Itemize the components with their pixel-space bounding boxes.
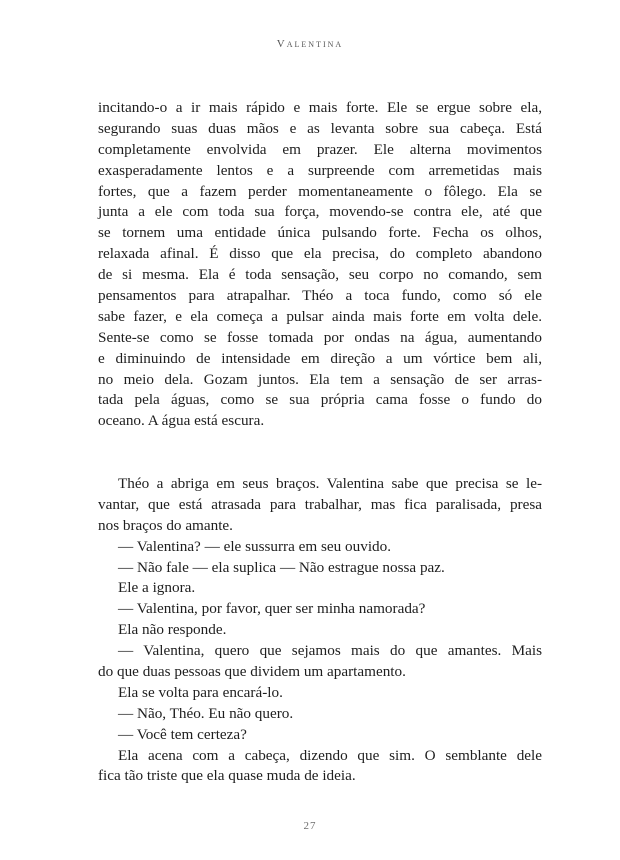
text-line: pensamentos para atrapalhar. Théo a toca fundo, como só ele — [98, 287, 542, 305]
text-line: Ela não responde. — [118, 621, 227, 639]
dialogue-line: — Não fale — ela suplica — Não estrague nossa paz. — [118, 558, 445, 576]
running-head: Valentina — [276, 38, 344, 50]
text-line: Ele a ignora. — [118, 579, 196, 597]
dialogue-line: — Valentina, quero que sejamos mais do que amantes. Mais — [118, 642, 542, 660]
text-line: oceano. A água está escura. — [98, 412, 265, 430]
page-number: 27 — [303, 820, 317, 832]
text-line: se tornem uma entidade única pulsando forte. Fecha os olhos, — [98, 224, 542, 242]
text-line: Ela acena com a cabeça, dizendo que sim. O semblante dele — [118, 746, 542, 764]
text-line: no meio dela. Gozam juntos. Ela tem a sensação de ser arras- — [98, 370, 542, 388]
dialogue-line: do que duas pessoas que dividem um apartamento. — [98, 663, 406, 681]
dialogue-line: — Você tem certeza? — [118, 725, 247, 743]
text-line: Sente-se como se fosse tomada por ondas na água, aumentando — [98, 328, 542, 346]
text-line: segurando suas duas mãos e as levanta sobre sua cabeça. Está — [98, 119, 542, 137]
text-line: fortes, que a fazem perder momentaneamente o fôlego. Ela se — [98, 182, 542, 200]
dialogue-line: — Não, Théo. Eu não quero. — [118, 704, 294, 722]
text-line: Ela se volta para encará-lo. — [118, 683, 283, 701]
text-line: e diminuindo de intensidade em direção a um vórtice bem ali, — [98, 349, 542, 367]
text-line: relaxada afinal. É disso que ela precisa, do completo abandono — [98, 245, 542, 263]
text-line: sabe fazer, e ela começa a pulsar ainda mais forte em volta dele. — [98, 307, 542, 325]
text-line: completamente envolvida em prazer. Ele alterna movimentos — [98, 140, 542, 158]
paragraph-sex-scene — [98, 98, 542, 432]
dialogue-line: — Valentina? — ele sussurra em seu ouvido. — [118, 537, 392, 555]
paragraph-dialogue — [98, 474, 542, 787]
text-line: Théo a abriga em seus braços. Valentina sabe que precisa se le- — [118, 475, 542, 492]
text-line: exasperadamente lentos e a surpreende com arremetidas mais — [98, 161, 542, 179]
text-line: incitando-o a ir mais rápido e mais forte. Ele se ergue sobre ela, — [98, 99, 542, 116]
text-line: nos braços do amante. — [98, 516, 233, 534]
dialogue-line: — Valentina, por favor, quer ser minha namorada? — [118, 600, 426, 618]
text-line: fica tão triste que ela quase muda de ideia. — [98, 767, 356, 785]
text-line: tada pela águas, como se sua própria cama fosse o fundo do — [98, 391, 542, 409]
text-line: junta a ele com toda sua força, movendo-se contra ele, até que — [98, 203, 542, 221]
text-line: de si mesma. Ela é toda sensação, seu corpo no comando, sem — [98, 266, 542, 284]
text-line: vantar, que está atrasada para trabalhar, mas fica paralisada, presa — [98, 495, 542, 513]
